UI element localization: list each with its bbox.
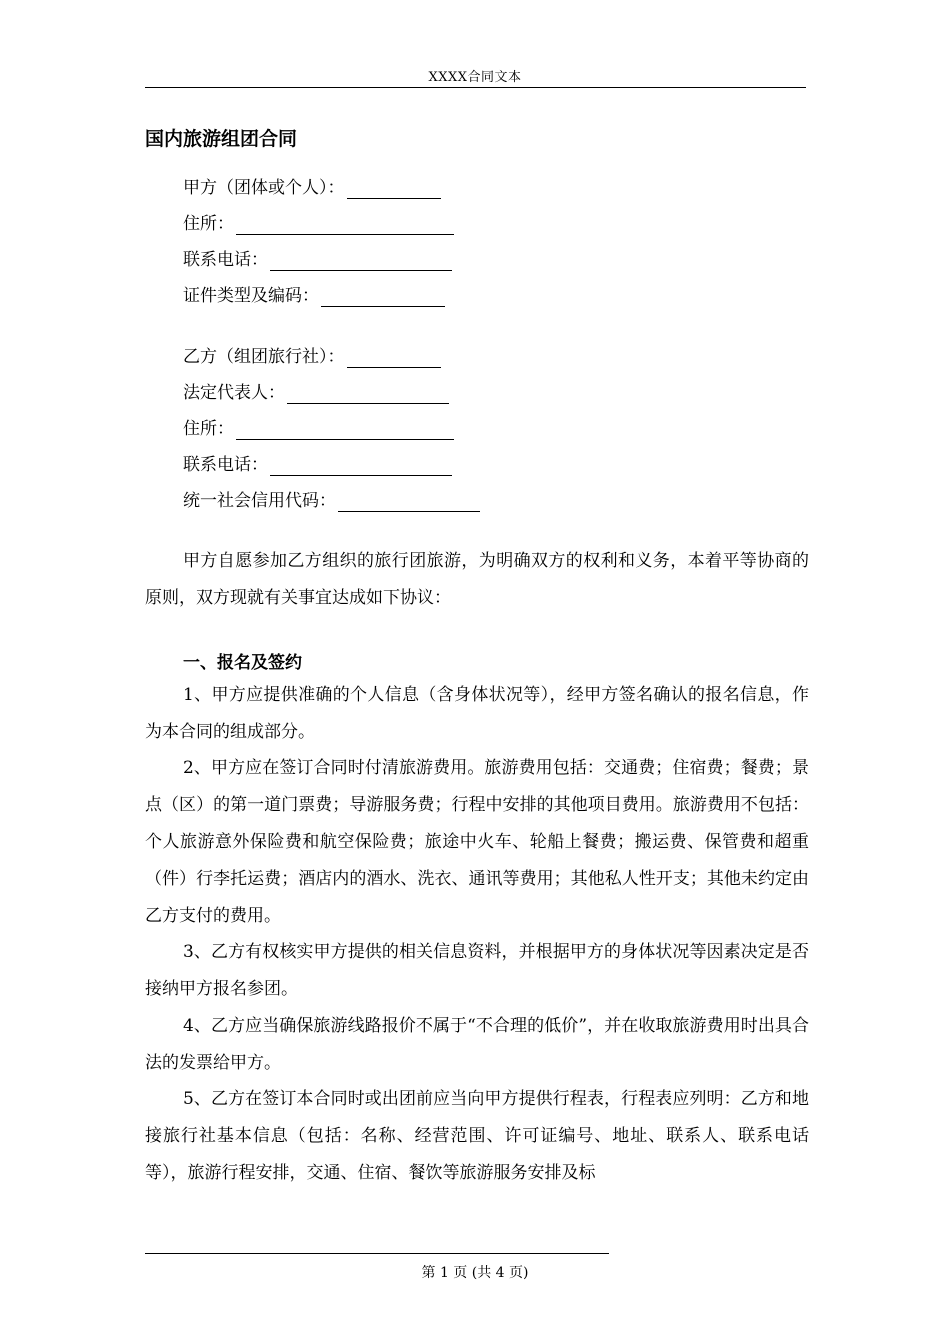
document-title: 国内旅游组团合同 (145, 128, 298, 150)
party-b-phone-field (183, 454, 452, 476)
footer-divider (145, 1253, 609, 1254)
party-b-address-field (183, 418, 454, 440)
header-divider (145, 87, 806, 88)
party-b-rep-label: 法定代表人： (183, 383, 285, 403)
party-a-address-blank[interactable] (236, 216, 454, 235)
party-a-name-blank[interactable] (347, 180, 441, 199)
party-a-name-field (183, 177, 441, 199)
party-b-rep-blank[interactable] (287, 385, 449, 404)
party-b-credit-label: 统一社会信用代码： (183, 491, 336, 511)
party-a-address-field (183, 213, 454, 235)
party-b-address-blank[interactable] (236, 421, 454, 440)
party-b-address-label: 住所： (183, 419, 234, 439)
section-1-item-4: 4、乙方应当确保旅游线路报价不属于“不合理的低价”，并在收取旅游费用时出具合法的发票给甲方。 (145, 1016, 809, 1073)
party-b-name-label: 乙方（组团旅行社）： (183, 347, 345, 367)
page-number: 第 1 页 (共 4 页) (421, 1265, 529, 1281)
party-a-phone-label: 联系电话： (183, 250, 268, 270)
party-b-phone-label: 联系电话： (183, 455, 268, 475)
page-header: XXXX合同文本 (428, 70, 522, 85)
section-1-item-2: 2、甲方应在签订合同时付清旅游费用。旅游费用包括：交通费；住宿费；餐费；景点（区）的第一道门票费；导游服务费；行程中安排的其他项目费用。旅游费用不包括：个人旅游意外保险费和航空保险费；旅途中火车、轮船上餐费；搬运费、保管费和超重（件）行李托运费；酒店内的酒水、洗衣、通讯等费用；其他私人性开支；其他未约定由乙方支付的费用。 (145, 758, 809, 926)
section-1-heading: 一、报名及签约 (183, 653, 302, 673)
party-a-id-field (183, 285, 445, 307)
party-b-rep-field (183, 382, 449, 404)
section-1-item-1: 1、甲方应提供准确的个人信息（含身体状况等），经甲方签名确认的报名信息，作为本合同的组成部分。 (145, 685, 809, 742)
party-a-phone-blank[interactable] (270, 252, 452, 271)
section-1-item-3: 3、乙方有权核实甲方提供的相关信息资料，并根据甲方的身体状况等因素决定是否接纳甲方报名参团。 (145, 942, 809, 999)
party-a-phone-field (183, 249, 452, 271)
party-a-id-blank[interactable] (321, 288, 445, 307)
party-b-phone-blank[interactable] (270, 457, 452, 476)
intro-paragraph: 甲方自愿参加乙方组织的旅行团旅游，为明确双方的权利和义务，本着平等协商的原则，双方现就有关事宜达成如下协议： (145, 551, 809, 608)
party-b-credit-field (183, 490, 480, 512)
party-a-name-label: 甲方（团体或个人）： (183, 178, 345, 198)
party-b-name-field (183, 346, 441, 368)
party-a-address-label: 住所： (183, 214, 234, 234)
party-b-credit-blank[interactable] (338, 493, 480, 512)
section-1-item-5: 5、乙方在签订本合同时或出团前应当向甲方提供行程表，行程表应列明：乙方和地接旅行社基本信息（包括：名称、经营范围、许可证编号、地址、联系人、联系电话等），旅游行程安排，交通、住宿、餐饮等旅游服务安排及标 (145, 1089, 809, 1183)
party-b-name-blank[interactable] (347, 349, 441, 368)
party-a-id-label: 证件类型及编码： (183, 286, 319, 306)
